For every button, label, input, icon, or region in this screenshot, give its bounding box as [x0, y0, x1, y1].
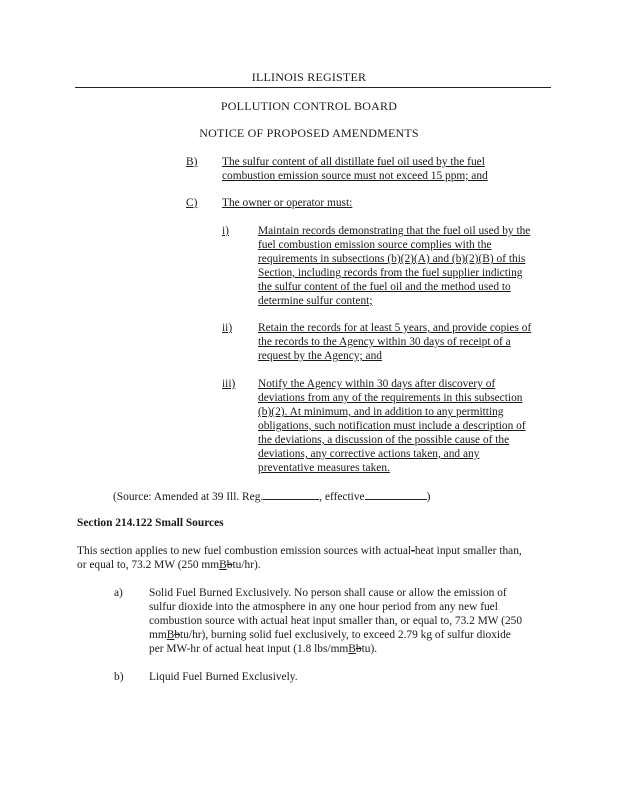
source-mid: , effective: [319, 491, 365, 503]
intro-line-2-strike: b: [226, 559, 233, 571]
para-a-line-4-a: mm: [149, 629, 167, 641]
item-i-line-3: requirements in subsections (b)(2)(A) and (b)(2)(B) of this: [258, 253, 526, 265]
para-a-line-2: sulfur dioxide into the atmosphere in any one hour period from any new fuel: [149, 601, 498, 613]
item-i-label: i): [222, 225, 229, 237]
intro-line-1-a: This section applies to new fuel combustion emission sources with actual: [77, 545, 412, 557]
item-iii-line-4: obligations, such notification must include a description of: [258, 420, 526, 432]
item-i-line-5: the sulfur content of the fuel oil and the method used to: [258, 281, 511, 293]
para-a-line-5: [149, 643, 377, 657]
item-i-line-2: fuel combustion emission source complies with the: [258, 239, 492, 251]
item-iii-line-6: deviations, any corrective actions taken, and any: [258, 448, 480, 460]
para-a-line-5-b: tu).: [361, 643, 378, 655]
para-a-line-4: [149, 629, 511, 643]
para-a-line-4-strike: b: [174, 629, 181, 641]
item-iii-line-2: deviations from any of the requirements in this subsection: [258, 392, 523, 404]
intro-line-1-strike: -: [411, 545, 415, 557]
para-a-line-1: Solid Fuel Burned Exclusively. No person shall cause or allow the emission of: [149, 587, 507, 599]
item-ii-line-2: the records to the Agency within 30 days of receipt of a: [258, 336, 511, 348]
para-a-line-5-strike: b: [355, 643, 362, 655]
item-ii-line-3: request by the Agency; and: [258, 350, 382, 362]
item-b-line-2: combustion emission source must not exceed 15 ppm; and: [222, 170, 488, 182]
board-title: POLLUTION CONTROL BOARD: [220, 99, 398, 113]
intro-line-2-ul: B: [219, 559, 227, 571]
item-iii-line-5: the deviations, a discussion of the possible cause of the: [258, 434, 510, 446]
para-b-text: Liquid Fuel Burned Exclusively.: [149, 671, 298, 683]
source-note: [113, 489, 430, 505]
para-b-label: b): [114, 671, 124, 683]
item-i-line-6: determine sulfur content;: [258, 295, 373, 307]
item-ii-line-1: Retain the records for at least 5 years, and provide copies of: [258, 322, 532, 334]
source-reg-blank: [263, 489, 319, 500]
item-b-line-1: The sulfur content of all distillate fuel oil used by the fuel: [222, 156, 485, 168]
para-a-line-3: combustion source with actual heat input smaller than, or equal to, 73.2 MW (250: [149, 615, 523, 627]
item-c-text: The owner or operator must:: [222, 197, 353, 209]
item-iii-label: iii): [222, 378, 236, 390]
para-a-line-5-ul: B: [348, 643, 356, 655]
source-prefix: (Source: Amended at 39 Ill. Reg.: [113, 491, 264, 503]
para-a-label: a): [114, 587, 123, 599]
section-heading: Section 214.122 Small Sources: [77, 517, 224, 529]
item-i-line-1: Maintain records demonstrating that the fuel oil used by the: [258, 225, 531, 237]
item-i-line-4: Section, including records from the fuel supplier indicting: [258, 267, 523, 279]
item-c-label: C): [186, 197, 198, 209]
source-suffix: ): [426, 491, 431, 503]
intro-line-2-b: tu/hr).: [232, 559, 261, 571]
notice-title: NOTICE OF PROPOSED AMENDMENTS: [199, 126, 419, 140]
register-title: ILLINOIS REGISTER: [251, 70, 367, 84]
intro-line-2-a: or equal to, 73.2 MW (250 mm: [77, 559, 220, 571]
para-a-line-4-b: tu/hr), burning solid fuel exclusively, to exceed 2.79 kg of sulfur dioxide: [180, 629, 511, 641]
para-a-line-4-ul: B: [166, 629, 175, 641]
item-iii-line-3: (b)(2). At minimum, and in addition to any permitting: [258, 406, 504, 418]
item-b-label: B): [186, 156, 198, 168]
header-rule: [75, 87, 551, 88]
source-effective-blank: [365, 489, 427, 500]
intro-line-2: [77, 559, 261, 573]
item-ii-label: ii): [222, 322, 233, 334]
item-iii-line-1: Notify the Agency within 30 days after discovery of: [258, 378, 496, 390]
intro-line-1: [77, 545, 522, 559]
para-a-line-5-a: per MW-hr of actual heat input (1.8 lbs/mm: [149, 643, 349, 655]
item-iii-line-7: preventative measures taken.: [258, 462, 390, 474]
intro-line-1-b: heat input smaller than,: [414, 545, 522, 557]
